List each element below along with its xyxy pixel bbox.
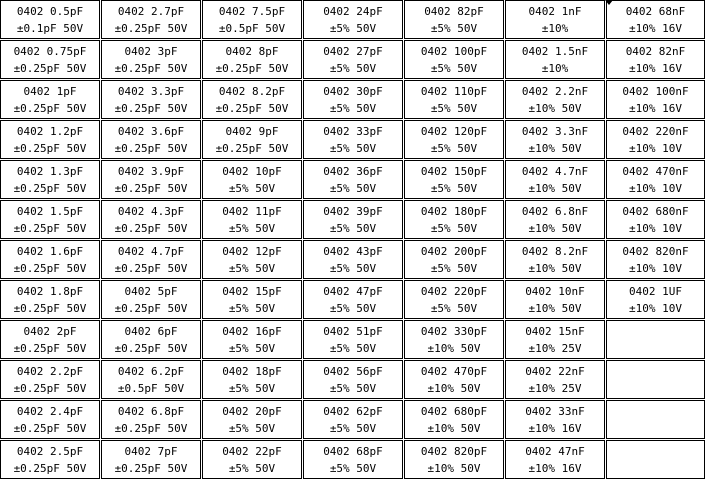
part-value-text: 0402 10pF [222,164,282,178]
tolerance-voltage-text: ±5% 50V [430,21,478,35]
part-value-text: 0402 200pF [420,244,488,258]
tolerance-voltage-text: ±5% 50V [430,141,478,155]
capacitor-label-cell [0,200,100,239]
capacitor-label-cell [505,360,605,399]
capacitor-label-cell [0,320,100,359]
tolerance-voltage-text: ±10% 50V [427,381,481,395]
tolerance-voltage-text: ±5% 50V [228,381,276,395]
capacitor-label-cell [505,440,605,479]
capacitor-label-cell [202,240,302,279]
capacitor-label-cell [101,360,201,399]
empty-label-cell [606,360,705,399]
capacitor-label-cell [101,40,201,79]
capacitor-label-cell [404,200,504,239]
capacitor-label-cell [101,440,201,479]
capacitor-label-cell [0,160,100,199]
part-value-text: 0402 36pF [323,164,383,178]
part-value-text: 0402 1.5pF [16,204,84,218]
tolerance-voltage-text: ±5% 50V [329,381,377,395]
tolerance-voltage-text: ±10% 50V [427,421,481,435]
tolerance-voltage-text: ±0.5pF 50V [218,21,286,35]
tolerance-voltage-text: ±10% 10V [629,141,682,155]
tolerance-voltage-text: ±0.25pF 50V [114,141,188,155]
tolerance-voltage-text: ±10% 16V [629,61,682,75]
part-value-text: 0402 7.5pF [218,4,286,18]
part-value-text: 0402 27pF [323,44,383,58]
capacitor-label-cell [505,200,605,239]
capacitor-label-cell [0,240,100,279]
part-value-text: 0402 100pF [420,44,488,58]
capacitor-label-cell [505,0,605,39]
tolerance-voltage-text: ±0.25pF 50V [215,141,289,155]
part-value-text: 0402 220pF [420,284,488,298]
capacitor-label-cell [404,280,504,319]
capacitor-label-cell [202,40,302,79]
tolerance-voltage-text: ±5% 50V [430,181,478,195]
capacitor-label-cell [404,120,504,159]
part-value-text: 0402 68pF [323,444,383,458]
part-value-text: 0402 47nF [525,444,585,458]
part-value-text: 0402 3pF [124,44,178,58]
part-value-text: 0402 8pF [225,44,279,58]
tolerance-voltage-text: ±10% 25V [528,341,582,355]
capacitor-label-cell [0,440,100,479]
tolerance-voltage-text: ±0.25pF 50V [13,61,87,75]
part-value-text: 0402 120pF [420,124,488,138]
tolerance-voltage-text: ±10% 10V [629,221,682,235]
tolerance-voltage-text: ±0.5pF 50V [117,381,185,395]
capacitor-label-cell [303,40,403,79]
tolerance-voltage-text: ±0.25pF 50V [13,421,87,435]
part-value-text: 0402 2.2pF [16,364,84,378]
tolerance-voltage-text: ±0.25pF 50V [114,461,188,475]
tolerance-voltage-text: ±0.25pF 50V [13,381,87,395]
tolerance-voltage-text: ±10% 50V [528,141,582,155]
part-value-text: 0402 1pF [23,84,77,98]
part-value-text: 0402 330pF [420,324,488,338]
part-value-text: 0402 820nF [622,244,689,258]
part-value-text: 0402 1UF [629,284,682,298]
capacitor-label-cell [303,240,403,279]
tolerance-voltage-text: ±10% 50V [427,341,481,355]
capacitor-label-cell [0,360,100,399]
part-value-text: 0402 2.4pF [16,404,84,418]
capacitor-label-cell [404,240,504,279]
part-value-text: 0402 7pF [124,444,178,458]
tolerance-voltage-text: ±0.25pF 50V [13,341,87,355]
part-value-text: 0402 62pF [323,404,383,418]
tolerance-voltage-text: ±5% 50V [430,221,478,235]
tolerance-voltage-text: ±0.25pF 50V [114,421,188,435]
part-value-text: 0402 820pF [420,444,488,458]
capacitor-label-cell [303,320,403,359]
part-value-text: 0402 4.7nF [521,164,589,178]
part-value-text: 0402 180pF [420,204,488,218]
part-value-text: 0402 6.2pF [117,364,185,378]
tolerance-voltage-text: ±5% 50V [228,221,276,235]
part-value-text: 0402 18pF [222,364,282,378]
tolerance-voltage-text: ±0.25pF 50V [13,101,87,115]
capacitor-label-cell [101,0,201,39]
part-value-text: 0402 3.6pF [117,124,185,138]
part-value-text: 0402 4.7pF [117,244,185,258]
part-value-text: 0402 15nF [525,324,585,338]
capacitor-label-cell [404,0,504,39]
tolerance-voltage-text: ±5% 50V [228,261,276,275]
tolerance-voltage-text: ±5% 50V [329,341,377,355]
part-value-text: 0402 47pF [323,284,383,298]
tolerance-voltage-text: ±0.25pF 50V [215,101,289,115]
capacitor-label-cell [606,80,705,119]
tolerance-voltage-text: ±0.25pF 50V [114,221,188,235]
capacitor-label-cell [202,280,302,319]
tolerance-voltage-text: ±5% 50V [329,21,377,35]
part-value-text: 0402 68nF [625,4,686,18]
part-value-text: 0402 8.2nF [521,244,589,258]
part-value-text: 0402 33nF [525,404,585,418]
tolerance-voltage-text: ±0.25pF 50V [114,61,188,75]
tolerance-voltage-text: ±0.25pF 50V [13,461,87,475]
capacitor-label-cell [0,280,100,319]
tolerance-voltage-text: ±0.25pF 50V [114,21,188,35]
part-value-text: 0402 51pF [323,324,383,338]
tolerance-voltage-text: ±5% 50V [329,301,377,315]
part-value-text: 0402 39pF [323,204,383,218]
tolerance-voltage-text: ±10% 16V [528,421,582,435]
tolerance-voltage-text: ±10% 10V [629,181,682,195]
part-value-text: 0402 10nF [525,284,585,298]
part-value-text: 0402 8.2pF [218,84,286,98]
tolerance-voltage-text: ±5% 50V [430,261,478,275]
capacitor-label-cell [202,320,302,359]
capacitor-label-cell [202,440,302,479]
capacitor-label-cell [101,200,201,239]
tolerance-voltage-text: ±0.25pF 50V [13,261,87,275]
capacitor-label-cell [101,120,201,159]
capacitor-label-cell [101,80,201,119]
capacitor-label-cell [303,120,403,159]
part-value-text: 0402 43pF [323,244,383,258]
part-value-text: 0402 220nF [622,124,689,138]
capacitor-label-cell [303,80,403,119]
capacitor-label-cell [505,240,605,279]
capacitor-label-cell [303,360,403,399]
tolerance-voltage-text: ±10% 50V [528,261,582,275]
tolerance-voltage-text: ±5% 50V [329,61,377,75]
capacitor-label-cell [404,80,504,119]
capacitor-label-cell [303,280,403,319]
tolerance-voltage-text: ±10% 16V [629,101,682,115]
part-value-text: 0402 3.3nF [521,124,589,138]
capacitor-label-cell [101,240,201,279]
part-value-text: 0402 3.3pF [117,84,185,98]
tolerance-voltage-text: ±0.25pF 50V [114,181,188,195]
part-value-text: 0402 20pF [222,404,282,418]
tolerance-voltage-text: ±10% 50V [528,181,582,195]
capacitor-label-cell [303,160,403,199]
tolerance-voltage-text: ±0.25pF 50V [13,221,87,235]
part-value-text: 0402 2pF [23,324,77,338]
capacitor-label-cell [606,120,705,159]
tolerance-voltage-text: ±0.25pF 50V [13,141,87,155]
part-value-text: 0402 22pF [222,444,282,458]
capacitor-label-cell [303,440,403,479]
part-value-text: 0402 680pF [420,404,488,418]
part-value-text: 0402 22nF [525,364,585,378]
capacitor-label-cell [202,160,302,199]
part-value-text: 0402 16pF [222,324,282,338]
part-value-text: 0402 1.3pF [16,164,84,178]
part-value-text: 0402 3.9pF [117,164,185,178]
part-value-text: 0402 2.2nF [521,84,589,98]
tolerance-voltage-text: ±0.25pF 50V [114,101,188,115]
part-value-text: 0402 6.8pF [117,404,185,418]
part-value-text: 0402 1.8pF [16,284,84,298]
part-value-text: 0402 1.6pF [16,244,84,258]
capacitor-label-cell [202,0,302,39]
capacitor-label-cell [505,120,605,159]
capacitor-label-cell [404,360,504,399]
part-value-text: 0402 110pF [420,84,488,98]
tolerance-voltage-text: ±0.25pF 50V [13,301,87,315]
capacitor-label-cell [101,320,201,359]
capacitor-label-cell [202,360,302,399]
part-value-text: 0402 1.2pF [16,124,84,138]
part-value-text: 0402 82nF [625,44,686,58]
capacitor-label-cell [202,200,302,239]
capacitor-label-cell [404,40,504,79]
capacitor-label-cell [606,0,705,39]
tolerance-voltage-text: ±0.25pF 50V [13,181,87,195]
part-value-text: 0402 5pF [124,284,178,298]
capacitor-label-cell [606,280,705,319]
tolerance-voltage-text: ±10% 25V [528,381,582,395]
tolerance-voltage-text: ±10% 16V [629,21,682,35]
capacitor-label-cell [606,200,705,239]
part-value-text: 0402 2.5pF [16,444,84,458]
part-value-text: 0402 470nF [622,164,689,178]
tolerance-voltage-text: ±5% 50V [430,301,478,315]
tolerance-voltage-text: ±5% 50V [228,421,276,435]
capacitor-label-cell [202,120,302,159]
part-value-text: 0402 0.5pF [16,4,84,18]
tolerance-voltage-text: ±5% 50V [329,141,377,155]
capacitor-label-cell [202,400,302,439]
corner-marker-icon [605,0,613,5]
part-value-text: 0402 82pF [424,4,484,18]
capacitor-label-cell [606,160,705,199]
part-value-text: 0402 33pF [323,124,383,138]
part-value-text: 0402 680nF [622,204,689,218]
tolerance-voltage-text: ±5% 50V [329,461,377,475]
capacitor-label-cell [505,160,605,199]
empty-label-cell [606,320,705,359]
capacitor-label-cell [404,400,504,439]
capacitor-label-cell [404,320,504,359]
part-value-text: 0402 4.3pF [117,204,185,218]
capacitor-label-cell [505,80,605,119]
part-value-text: 0402 9pF [225,124,279,138]
tolerance-voltage-text: ±10% 16V [528,461,582,475]
capacitor-label-cell [404,440,504,479]
capacitor-label-cell [101,160,201,199]
tolerance-voltage-text: ±10% 50V [528,301,582,315]
tolerance-voltage-text: ±5% 50V [329,261,377,275]
part-value-text: 0402 150pF [420,164,488,178]
capacitor-label-cell [505,280,605,319]
capacitor-label-cell [101,280,201,319]
tolerance-voltage-text: ±5% 50V [329,221,377,235]
part-value-text: 0402 56pF [323,364,383,378]
capacitor-label-cell [505,400,605,439]
tolerance-voltage-text: ±10% 50V [427,461,481,475]
tolerance-voltage-text: ±0.25pF 50V [114,301,188,315]
part-value-text: 0402 6.8nF [521,204,589,218]
part-value-text: 0402 1nF [528,4,582,18]
part-value-text: 0402 11pF [222,204,282,218]
capacitor-label-cell [0,80,100,119]
empty-label-cell [606,440,705,479]
tolerance-voltage-text: ±10% [541,21,569,35]
tolerance-voltage-text: ±10% 50V [528,101,582,115]
capacitor-label-cell [101,400,201,439]
tolerance-voltage-text: ±5% 50V [329,181,377,195]
tolerance-voltage-text: ±5% 50V [228,461,276,475]
capacitor-label-cell [303,400,403,439]
tolerance-voltage-text: ±5% 50V [228,181,276,195]
capacitor-label-cell [505,320,605,359]
part-value-text: 0402 6pF [124,324,178,338]
part-value-text: 0402 2.7pF [117,4,185,18]
part-value-text: 0402 15pF [222,284,282,298]
empty-label-cell [606,400,705,439]
capacitor-label-cell [202,80,302,119]
capacitor-label-cell [0,400,100,439]
tolerance-voltage-text: ±10% 10V [629,261,682,275]
tolerance-voltage-text: ±0.25pF 50V [114,261,188,275]
tolerance-voltage-text: ±5% 50V [228,341,276,355]
capacitor-label-cell [303,200,403,239]
capacitor-label-cell [0,120,100,159]
tolerance-voltage-text: ±0.1pF 50V [16,21,84,35]
tolerance-voltage-text: ±5% 50V [329,421,377,435]
part-value-text: 0402 470pF [420,364,488,378]
part-value-text: 0402 100nF [622,84,689,98]
part-value-text: 0402 12pF [222,244,282,258]
capacitor-label-cell [606,40,705,79]
part-value-text: 0402 0.75pF [13,44,87,58]
tolerance-voltage-text: ±10% 10V [629,301,682,315]
tolerance-voltage-text: ±5% 50V [430,61,478,75]
capacitor-label-cell [404,160,504,199]
tolerance-voltage-text: ±0.25pF 50V [114,341,188,355]
capacitor-label-cell [505,40,605,79]
part-value-text: 0402 24pF [323,4,383,18]
capacitor-label-cell [606,240,705,279]
tolerance-voltage-text: ±5% 50V [228,301,276,315]
tolerance-voltage-text: ±0.25pF 50V [215,61,289,75]
tolerance-voltage-text: ±5% 50V [430,101,478,115]
capacitor-label-cell [0,0,100,39]
tolerance-voltage-text: ±5% 50V [329,101,377,115]
part-value-text: 0402 1.5nF [521,44,589,58]
tolerance-voltage-text: ±10% [541,61,569,75]
capacitor-label-cell [303,0,403,39]
tolerance-voltage-text: ±10% 50V [528,221,582,235]
part-value-text: 0402 30pF [323,84,383,98]
capacitor-label-cell [0,40,100,79]
